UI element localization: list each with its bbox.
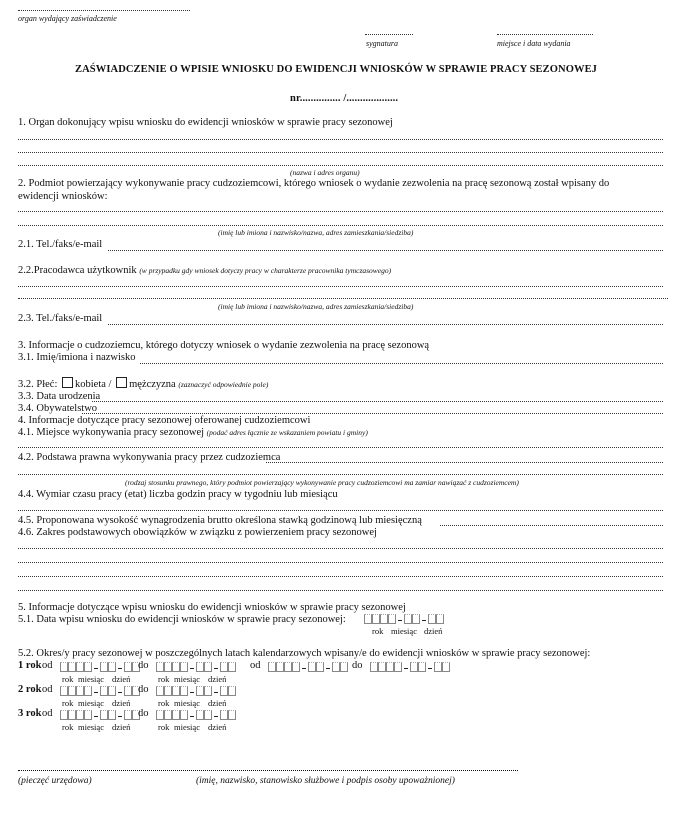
s4-place-line[interactable]	[18, 447, 663, 448]
s2-line-2[interactable]	[18, 225, 663, 226]
yr-label: rok	[62, 698, 74, 708]
s2-employer-caption: (imię lub imiona i nazwisko/nazwa, adres zamieszkania/siedziba)	[218, 302, 414, 311]
yr-label: rok	[372, 626, 384, 636]
digit-box[interactable]	[228, 662, 236, 672]
yr-label: rok	[158, 698, 170, 708]
yr-label: rok	[62, 722, 74, 732]
signature-line[interactable]	[18, 770, 518, 771]
dy-label: dzień	[208, 674, 227, 684]
digit-box[interactable]	[108, 710, 116, 720]
s3-name-label: 3.1. Imię/imiona i nazwisko	[18, 352, 136, 363]
s2-line-1[interactable]	[18, 211, 663, 212]
dash	[94, 716, 98, 717]
s2-tel-line[interactable]	[108, 250, 663, 251]
dash	[118, 692, 122, 693]
s2-caption: (imię lub imiona i nazwisko/nazwa, adres zamieszkania/siedziba)	[218, 228, 414, 237]
place-date-line[interactable]	[497, 34, 593, 35]
digit-box[interactable]	[428, 614, 436, 624]
digit-box[interactable]	[378, 662, 386, 672]
dash	[302, 668, 306, 669]
digit-box[interactable]	[108, 662, 116, 672]
digit-box[interactable]	[156, 686, 164, 696]
dash	[422, 620, 426, 621]
s2-tel2-label: 2.3. Tel./faks/e-mail	[18, 313, 103, 324]
yr-label: rok	[158, 674, 170, 684]
s4-legal-line-1[interactable]	[266, 462, 663, 463]
s1-caption: (nazwa i adres organu)	[290, 168, 360, 177]
dash	[190, 668, 194, 669]
digit-box[interactable]	[76, 686, 84, 696]
digit-box[interactable]	[412, 614, 420, 624]
digit-box[interactable]	[228, 686, 236, 696]
digit-box[interactable]	[108, 686, 116, 696]
stamp-caption: (pieczęć urzędowa)	[18, 776, 92, 786]
dy-label: dzień	[424, 626, 443, 636]
digit-box[interactable]	[268, 662, 276, 672]
digit-box[interactable]	[124, 686, 132, 696]
digit-box[interactable]	[164, 710, 172, 720]
digit-box[interactable]	[442, 662, 450, 672]
issuer-caption: organ wydający zaświadczenie	[18, 14, 117, 23]
digit-box[interactable]	[292, 662, 300, 672]
ref-line[interactable]	[365, 34, 413, 35]
digit-box[interactable]	[172, 662, 180, 672]
digit-box[interactable]	[316, 662, 324, 672]
digit-box[interactable]	[372, 614, 380, 624]
digit-box[interactable]	[196, 710, 204, 720]
yr-label: rok	[62, 674, 74, 684]
section-4-label: 4. Informacje dotyczące pracy sezonowej oferowanej cudzoziemcowi	[18, 415, 311, 426]
female-checkbox[interactable]	[62, 377, 73, 388]
place-date-caption: miejsce i data wydania	[497, 39, 571, 48]
s4-duties-line-4[interactable]	[18, 590, 663, 591]
s4-duties-line-2[interactable]	[18, 562, 663, 563]
digit-box[interactable]	[388, 614, 396, 624]
s4-salary-label: 4.5. Proponowana wysokość wynagrodzenia brutto określona stawką godzinową lub miesięczną	[18, 515, 422, 526]
digit-box[interactable]	[124, 710, 132, 720]
s4-legal-line-2[interactable]	[18, 474, 663, 475]
mo-label: miesiąc	[174, 722, 200, 732]
digit-box[interactable]	[386, 662, 394, 672]
digit-box[interactable]	[380, 614, 388, 624]
to-label: do	[138, 708, 149, 719]
digit-box[interactable]	[364, 614, 372, 624]
digit-box[interactable]	[76, 662, 84, 672]
ref-caption: sygnatura	[366, 39, 398, 48]
s3-dob-line[interactable]	[92, 401, 663, 402]
digit-box[interactable]	[156, 662, 164, 672]
digit-box[interactable]	[180, 662, 188, 672]
s2-employer-line-2[interactable]	[18, 298, 668, 299]
from-label: od	[250, 660, 261, 671]
dy-label: dzień	[112, 722, 131, 732]
digit-box[interactable]	[100, 686, 108, 696]
digit-box[interactable]	[76, 710, 84, 720]
digit-box[interactable]	[60, 662, 68, 672]
digit-box[interactable]	[164, 662, 172, 672]
dash	[190, 716, 194, 717]
dash	[118, 668, 122, 669]
s2-employer-line-1[interactable]	[18, 286, 663, 287]
to-label: do	[138, 684, 149, 695]
to-label: do	[138, 660, 149, 671]
digit-box[interactable]	[340, 662, 348, 672]
digit-box[interactable]	[204, 662, 212, 672]
s3-citizenship-line[interactable]	[82, 413, 663, 414]
dy-label: dzień	[112, 674, 131, 684]
dash	[118, 716, 122, 717]
dash	[428, 668, 432, 669]
mo-label: miesiąc	[78, 698, 104, 708]
digit-box[interactable]	[220, 710, 228, 720]
digit-box[interactable]	[84, 662, 92, 672]
digit-box[interactable]	[204, 710, 212, 720]
dash	[94, 692, 98, 693]
dash	[398, 620, 402, 621]
digit-box[interactable]	[228, 710, 236, 720]
signature-caption: (imię, nazwisko, stanowisko służbowe i podpis osoby upoważnionej)	[196, 776, 455, 786]
digit-box[interactable]	[284, 662, 292, 672]
s3-sex-row: 3.2. Płeć: kobieta / mężczyzna (zaznaczyć odpowiednie pole)	[18, 379, 269, 390]
digit-box[interactable]	[196, 686, 204, 696]
digit-box[interactable]	[68, 710, 76, 720]
s1-line-3[interactable]	[18, 165, 663, 166]
digit-box[interactable]	[370, 662, 378, 672]
digit-box[interactable]	[204, 686, 212, 696]
period-row-label: 2 rok	[18, 684, 42, 695]
digit-box[interactable]	[332, 662, 340, 672]
section-2-label-2: ewidencji wniosków:	[18, 191, 108, 202]
mo-label: miesiąc	[78, 674, 104, 684]
digit-box[interactable]	[156, 710, 164, 720]
dy-label: dzień	[112, 698, 131, 708]
digit-box[interactable]	[404, 614, 412, 624]
mo-label: miesiąc	[174, 698, 200, 708]
dash	[190, 692, 194, 693]
period-row-label: 1 rok	[18, 660, 42, 671]
s3-citizenship-label: 3.4. Obywatelstwo	[18, 403, 98, 414]
digit-box[interactable]	[418, 662, 426, 672]
s4-duties-line-3[interactable]	[18, 576, 663, 577]
document-title: ZAŚWIADCZENIE O WPISIE WNIOSKU DO EWIDENCJI WNIOSKÓW W SPRAWIE PRACY SEZONOWEJ	[75, 64, 598, 75]
digit-box[interactable]	[124, 662, 132, 672]
digit-box[interactable]	[84, 710, 92, 720]
section-3-label: 3. Informacje o cudzoziemcu, którego dotyczy wniosek o wydanie zezwolenia na pracę sezonową	[18, 340, 430, 351]
section-2-label-1: 2. Podmiot powierzający wykonywanie pracy cudzoziemcowi, którego wniosek o wydanie zezwolenia na pracę sezonową został wpisany do	[18, 178, 610, 189]
dash	[214, 668, 218, 669]
digit-box[interactable]	[436, 614, 444, 624]
to-label: do	[352, 660, 363, 671]
dash	[214, 716, 218, 717]
mo-label: miesiąc	[174, 674, 200, 684]
digit-box[interactable]	[434, 662, 442, 672]
digit-box[interactable]	[308, 662, 316, 672]
dash	[94, 668, 98, 669]
dy-label: dzień	[208, 722, 227, 732]
dash	[404, 668, 408, 669]
digit-box[interactable]	[172, 710, 180, 720]
digit-box[interactable]	[100, 662, 108, 672]
document-number: nr............... /...................	[290, 93, 399, 104]
digit-box[interactable]	[84, 686, 92, 696]
digit-box[interactable]	[394, 662, 402, 672]
s4-place-label: 4.1. Miejsce wykonywania pracy sezonowej (podać adres łącznie ze wskazaniem powiatu i gminy)	[18, 427, 368, 438]
digit-box[interactable]	[180, 686, 188, 696]
from-label: od	[42, 708, 53, 719]
s4-duties-label: 4.6. Zakres podstawowych obowiązków w związku z powierzeniem pracy sezonowej	[18, 527, 377, 538]
from-label: od	[42, 684, 53, 695]
digit-box[interactable]	[172, 686, 180, 696]
mo-label: miesiąc	[391, 626, 417, 636]
yr-label: rok	[158, 722, 170, 732]
male-checkbox[interactable]	[116, 377, 127, 388]
issuer-line[interactable]	[18, 10, 190, 11]
digit-box[interactable]	[196, 662, 204, 672]
digit-box[interactable]	[164, 686, 172, 696]
digit-box[interactable]	[100, 710, 108, 720]
s5-periods-label: 5.2. Okres/y pracy sezonowej w poszczególnych latach kalendarzowych wpisany/e do ewidencji wniosków w sprawie pracy sezonowej:	[18, 648, 591, 659]
s1-line-2[interactable]	[18, 152, 663, 153]
dash	[326, 668, 330, 669]
from-label: od	[42, 660, 53, 671]
digit-box[interactable]	[68, 662, 76, 672]
digit-box[interactable]	[220, 662, 228, 672]
digit-box[interactable]	[276, 662, 284, 672]
digit-box[interactable]	[410, 662, 418, 672]
digit-box[interactable]	[60, 686, 68, 696]
s5-date-label: 5.1. Data wpisu wniosku do ewidencji wniosków w sprawie pracy sezonowej:	[18, 614, 346, 625]
s4-legal-caption: (rodzaj stosunku prawnego, który podmiot powierzający wykonywanie pracy cudzoziemcowi ma zamiar nawiązać z cudzoziemcem)	[125, 478, 519, 487]
digit-box[interactable]	[220, 686, 228, 696]
s1-line-1[interactable]	[18, 139, 663, 140]
period-row-label: 3 rok	[18, 708, 42, 719]
s2-tel2-line[interactable]	[108, 324, 663, 325]
digit-box[interactable]	[60, 710, 68, 720]
dy-label: dzień	[208, 698, 227, 708]
s4-hours-label: 4.4. Wymiar czasu pracy (etat) liczba godzin pracy w tygodniu lub miesiącu	[18, 489, 338, 500]
section-1-label: 1. Organ dokonujący wpisu wniosku do ewidencji wniosków w sprawie pracy sezonowej	[18, 117, 393, 128]
digit-box[interactable]	[180, 710, 188, 720]
s4-duties-line-1[interactable]	[18, 548, 663, 549]
s4-hours-line[interactable]	[18, 510, 663, 511]
s2-tel-label: 2.1. Tel./faks/e-mail	[18, 239, 103, 250]
s3-dob-label: 3.3. Data urodzenia	[18, 391, 101, 402]
s4-legal-label: 4.2. Podstawa prawna wykonywania pracy przez cudzoziemca	[18, 452, 281, 463]
digit-box[interactable]	[68, 686, 76, 696]
s4-salary-line[interactable]	[440, 525, 663, 526]
section-5-label: 5. Informacje dotyczące wpisu wniosku do ewidencji wniosków w sprawie pracy sezonowej	[18, 602, 406, 613]
dash	[214, 692, 218, 693]
s3-name-line[interactable]	[140, 363, 663, 364]
mo-label: miesiąc	[78, 722, 104, 732]
s2-employer-label: 2.2.Pracodawca użytkownik (w przypadku gdy wniosek dotyczy pracy w charakterze pracownika tymczasowego)	[18, 265, 392, 276]
